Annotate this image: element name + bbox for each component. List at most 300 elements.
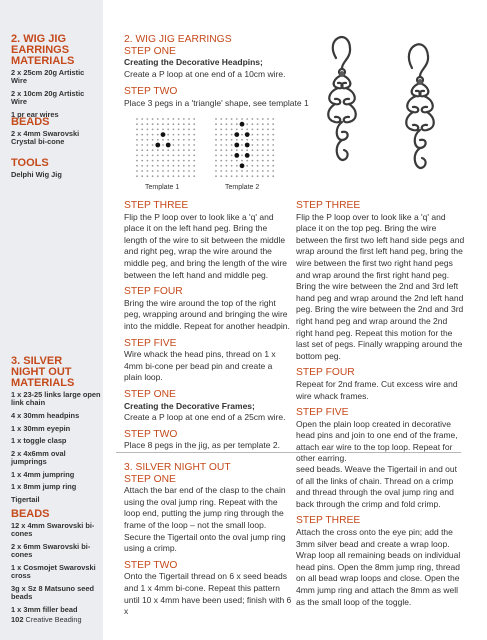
peg-hole: [215, 134, 217, 136]
peg-hole: [147, 144, 149, 146]
peg-hole: [272, 144, 274, 146]
peg-hole: [173, 149, 175, 151]
wig-step-four-b-heading: STEP FOUR: [296, 367, 355, 379]
peg-hole: [231, 170, 233, 172]
peg-hole: [173, 139, 175, 141]
peg-hole: [178, 123, 180, 125]
peg-hole: [246, 118, 248, 120]
peg-hole: [188, 129, 190, 131]
peg-hole: [173, 170, 175, 172]
peg: [240, 122, 245, 127]
peg-hole: [141, 170, 143, 172]
peg-hole: [147, 155, 149, 157]
peg-hole: [147, 139, 149, 141]
peg-hole: [152, 155, 154, 157]
peg: [234, 153, 239, 158]
peg-hole: [136, 134, 138, 136]
template-2-grid: [213, 116, 277, 185]
peg-hole: [141, 123, 143, 125]
peg-hole: [147, 118, 149, 120]
peg-hole: [162, 139, 164, 141]
peg-hole: [246, 139, 248, 141]
materials-item: 1 x Cosmojet Swarovski cross: [11, 563, 96, 581]
peg-hole: [157, 139, 159, 141]
peg-hole: [252, 175, 254, 177]
peg-hole: [241, 175, 243, 177]
peg: [161, 132, 166, 137]
peg-hole: [226, 129, 228, 131]
peg-hole: [231, 134, 233, 136]
peg-hole: [136, 129, 138, 131]
peg-hole: [272, 139, 274, 141]
peg-hole: [141, 144, 143, 146]
peg-hole: [152, 170, 154, 172]
peg-hole: [252, 144, 254, 146]
peg-hole: [262, 139, 264, 141]
publication-name: Creative Beading: [25, 615, 82, 624]
peg-hole: [226, 139, 228, 141]
peg-hole: [188, 139, 190, 141]
peg-hole: [267, 118, 269, 120]
peg-hole: [215, 149, 217, 151]
wig-step-four-heading: STEP FOUR: [124, 286, 183, 298]
section-divider: [116, 452, 461, 453]
peg-hole: [241, 129, 243, 131]
peg-hole: [267, 165, 269, 167]
peg-hole: [272, 155, 274, 157]
peg-hole: [152, 175, 154, 177]
peg-hole: [193, 129, 195, 131]
materials-item: 2 x 4mm Swarovski Crystal bi-cone: [11, 129, 80, 147]
wig-step-four-text: Bring the wire around the top of the right peg, wrapping around and bringing the wire into the middle. Repeat for another headpin.: [124, 297, 290, 331]
peg-hole: [252, 160, 254, 162]
peg-hole: [147, 123, 149, 125]
peg-hole: [267, 155, 269, 157]
peg-hole: [162, 155, 164, 157]
materials-item: 1 x 3mm filler bead: [11, 605, 78, 614]
peg-hole: [215, 175, 217, 177]
peg-hole: [167, 155, 169, 157]
tools-list: [11, 171, 101, 179]
peg-hole: [193, 170, 195, 172]
page-footer: [11, 615, 82, 624]
peg-hole: [262, 144, 264, 146]
peg-hole: [252, 129, 254, 131]
peg-hole: [252, 139, 254, 141]
peg-hole: [257, 155, 259, 157]
peg-hole: [236, 175, 238, 177]
peg-hole: [147, 170, 149, 172]
peg-hole: [231, 165, 233, 167]
peg-hole: [157, 123, 159, 125]
peg-hole: [220, 123, 222, 125]
peg-hole: [262, 118, 264, 120]
peg-hole: [193, 160, 195, 162]
wig-step-two-b-text: Place 8 pegs in the jig, as per template 2.: [124, 440, 280, 451]
peg-hole: [152, 165, 154, 167]
peg: [245, 153, 250, 158]
peg-hole: [215, 160, 217, 162]
peg-hole: [157, 118, 159, 120]
peg-hole: [157, 175, 159, 177]
peg-hole: [220, 118, 222, 120]
materials-item: 2 x 10cm 20g Artistic Wire: [11, 89, 85, 107]
peg-hole: [173, 165, 175, 167]
wig-section-title: 2. WIG JIG EARRINGS: [124, 34, 232, 45]
peg-hole: [141, 149, 143, 151]
peg-hole: [226, 160, 228, 162]
peg-hole: [193, 123, 195, 125]
materials-item: Tigertail: [11, 494, 40, 504]
peg-hole: [147, 175, 149, 177]
peg-hole: [167, 123, 169, 125]
peg-hole: [183, 144, 185, 146]
silver-step-one-text: Attach the bar end of the clasp to the chain using the oval jump ring. Repeat with the loop end, putting the jump ring through the frame of the loop – not the small loop. Secure the Tigertail onto the oval jump ring using a crimp.: [124, 485, 286, 554]
peg-hole: [262, 123, 264, 125]
peg-hole: [215, 139, 217, 141]
peg-hole: [157, 165, 159, 167]
peg-hole: [257, 165, 259, 167]
peg-hole: [262, 155, 264, 157]
peg-hole: [231, 139, 233, 141]
materials-item: Delphi Wig Jig: [11, 170, 62, 179]
materials-item: 1 x 4mm jumpring: [11, 469, 75, 479]
peg-hole: [236, 129, 238, 131]
peg-hole: [152, 160, 154, 162]
peg-hole: [183, 175, 185, 177]
peg-hole: [220, 155, 222, 157]
materials-item: 1 x 23-25 links large open link chain: [11, 390, 101, 408]
peg-hole: [246, 175, 248, 177]
materials-item: 2 x 4x6mm oval jumprings: [11, 448, 66, 467]
peg-hole: [141, 118, 143, 120]
materials-sidebar: [0, 0, 103, 640]
peg-hole: [252, 170, 254, 172]
peg-hole: [183, 170, 185, 172]
peg-hole: [157, 129, 159, 131]
silver-step-two-heading: STEP TWO: [124, 559, 178, 571]
peg-hole: [272, 118, 274, 120]
peg-hole: [183, 155, 185, 157]
peg-hole: [193, 144, 195, 146]
peg-hole: [215, 170, 217, 172]
peg-hole: [246, 129, 248, 131]
peg-hole: [167, 165, 169, 167]
earrings-illustration: [304, 28, 464, 188]
peg-hole: [173, 175, 175, 177]
peg-hole: [136, 160, 138, 162]
peg-hole: [272, 160, 274, 162]
materials-item: 12 x 4mm Swarovski bi-cones: [11, 521, 95, 539]
materials-item: 1 x 8mm jump ring: [11, 482, 77, 492]
peg-hole: [257, 144, 259, 146]
silver-materials-list: [11, 391, 101, 504]
template-2-caption: Template 2: [225, 184, 260, 191]
peg-hole: [136, 144, 138, 146]
materials-item: 2 x 6mm Swarovski bi-cones: [11, 542, 91, 560]
peg-hole: [178, 175, 180, 177]
peg-hole: [231, 149, 233, 151]
peg-hole: [173, 118, 175, 120]
peg-hole: [162, 175, 164, 177]
peg-hole: [257, 175, 259, 177]
peg-hole: [262, 175, 264, 177]
peg-hole: [267, 149, 269, 151]
peg-hole: [141, 175, 143, 177]
page-number: 102: [11, 615, 24, 624]
wig-step-two-heading: STEP TWO: [124, 86, 178, 98]
peg-hole: [141, 134, 143, 136]
peg-hole: [226, 149, 228, 151]
peg-hole: [183, 118, 185, 120]
peg-hole: [236, 149, 238, 151]
peg-hole: [178, 160, 180, 162]
peg-hole: [267, 123, 269, 125]
peg-hole: [262, 149, 264, 151]
peg-hole: [162, 123, 164, 125]
peg-hole: [236, 160, 238, 162]
materials-item: 1 x toggle clasp: [11, 436, 67, 446]
silver-beads-heading: BEADS: [11, 508, 50, 520]
wig-beads-heading: BEADS: [11, 116, 50, 128]
peg-hole: [226, 165, 228, 167]
wig-step-three-b-text: Flip the P loop over to look like a 'q' and place it on the top peg. Bring the wire between the first two left hand side pegs and wrap around the first left hand peg, bring the wire between the first two right hand pegs and wrap around the first right hand peg. Bring the wire between the 2nd and 3rd left hand peg and wrap around the 2nd left hand peg. Bring the wire between the 2nd and 3rd right hand peg and wrap around the 2nd right hand peg. Repeat this motion for the last set of pegs. Finally wrapping around the bottom peg.: [296, 211, 465, 361]
materials-item: 1 pr ear wires: [11, 110, 59, 119]
peg-hole: [272, 165, 274, 167]
peg-hole: [236, 170, 238, 172]
peg: [245, 143, 250, 148]
silver-continued-text: seed beads. Weave the Tigertail in and out of all the links of chain. Thread on a crimp and thread through the oval jump ring and back through the crimp and fold crimp.: [296, 464, 457, 509]
wig-step-four-b-text: Repeat for 2nd frame. Cut excess wire and wire whack frames.: [296, 378, 458, 401]
peg-hole: [141, 160, 143, 162]
peg-hole: [183, 129, 185, 131]
peg-hole: [246, 165, 248, 167]
peg-hole: [246, 170, 248, 172]
peg-hole: [188, 118, 190, 120]
peg-hole: [188, 123, 190, 125]
peg-hole: [272, 175, 274, 177]
peg-hole: [152, 139, 154, 141]
peg-hole: [220, 144, 222, 146]
peg-hole: [215, 129, 217, 131]
peg-hole: [188, 175, 190, 177]
peg-hole: [257, 123, 259, 125]
wig-step-five-b-text: Open the plain loop created in decorative head pins and join to one end of the frame, attach ear wire to the top loop. Repeat for other earring.: [296, 418, 458, 464]
peg-hole: [257, 134, 259, 136]
peg-hole: [215, 123, 217, 125]
peg-hole: [147, 160, 149, 162]
peg-hole: [136, 118, 138, 120]
materials-item: 3g x Sz 8 Matsuno seed beads: [11, 584, 94, 602]
peg-hole: [252, 123, 254, 125]
peg: [155, 143, 160, 148]
wig-step-one-b-subheading: Creating the Decorative Frames;: [124, 400, 255, 411]
peg-hole: [167, 175, 169, 177]
peg-hole: [231, 123, 233, 125]
silver-steps-column-2: [296, 464, 466, 613]
template-1-pegboard: [134, 116, 198, 180]
template-1-grid: [134, 116, 198, 185]
peg-hole: [178, 155, 180, 157]
peg-hole: [141, 139, 143, 141]
peg-hole: [236, 118, 238, 120]
silver-step-three-text: Attach the cross onto the eye pin; add the 3mm silver bead and create a wrap loop. Wrap loop all remaining beads on individual head pins. Open the 8mm jump ring, thread on all bead wrap loops and close. Open the 4mm jump ring and attach the 8mm as well as the small loop of the toggle.: [296, 526, 461, 607]
wig-step-three-b-heading: STEP THREE: [296, 200, 361, 211]
silver-materials-heading: 3. SILVER NIGHT OUT MATERIALS: [11, 355, 75, 389]
peg-hole: [226, 175, 228, 177]
peg-hole: [162, 144, 164, 146]
peg-hole: [215, 165, 217, 167]
wig-step-one-b-text: Create a P loop at one end of a 25cm wire.: [124, 412, 286, 423]
peg-hole: [178, 165, 180, 167]
tools-block: [11, 158, 101, 184]
peg-hole: [252, 165, 254, 167]
peg-hole: [167, 118, 169, 120]
peg-hole: [193, 134, 195, 136]
peg-hole: [241, 170, 243, 172]
peg-hole: [257, 170, 259, 172]
peg-hole: [257, 118, 259, 120]
peg-hole: [215, 144, 217, 146]
peg-hole: [241, 160, 243, 162]
wig-beads-block: [11, 117, 101, 151]
peg-hole: [257, 149, 259, 151]
peg-hole: [226, 155, 228, 157]
wig-step-one-subheading: Creating the Decorative Headpins;: [124, 57, 263, 68]
peg-hole: [173, 160, 175, 162]
peg-hole: [193, 155, 195, 157]
peg-hole: [272, 129, 274, 131]
peg-hole: [267, 144, 269, 146]
peg-hole: [173, 129, 175, 131]
peg-hole: [136, 170, 138, 172]
peg-hole: [157, 149, 159, 151]
peg-hole: [241, 149, 243, 151]
peg-hole: [173, 123, 175, 125]
peg-hole: [193, 149, 195, 151]
silver-step-one-heading: STEP ONE: [124, 473, 176, 485]
peg-hole: [152, 149, 154, 151]
peg-hole: [241, 155, 243, 157]
peg-hole: [246, 160, 248, 162]
materials-item: 4 x 30mm headpins: [11, 411, 80, 420]
peg-hole: [152, 129, 154, 131]
peg-hole: [257, 129, 259, 131]
peg-hole: [272, 149, 274, 151]
silver-step-three-heading: STEP THREE: [296, 515, 361, 527]
peg-hole: [183, 149, 185, 151]
wig-step-three-text: Flip the P loop over to look like a 'q' and place it on the left hand peg. Bring the length of the wire to sit between the middle and right peg, wrap the wire around the middle peg, and bring the length of the wire between the left hand and middle peg.: [124, 211, 288, 280]
peg-hole: [241, 144, 243, 146]
peg-hole: [267, 175, 269, 177]
peg-hole: [267, 129, 269, 131]
peg-hole: [231, 160, 233, 162]
peg-hole: [141, 165, 143, 167]
peg-hole: [167, 129, 169, 131]
peg-hole: [188, 144, 190, 146]
peg-hole: [188, 165, 190, 167]
peg-hole: [215, 118, 217, 120]
peg-hole: [231, 129, 233, 131]
wig-step-two-text: Place 3 pegs in a 'triangle' shape, see template 1: [124, 97, 309, 108]
peg-hole: [236, 123, 238, 125]
peg-hole: [188, 149, 190, 151]
peg-hole: [193, 175, 195, 177]
peg-hole: [262, 134, 264, 136]
peg-hole: [136, 123, 138, 125]
peg-hole: [257, 139, 259, 141]
peg-hole: [141, 129, 143, 131]
peg-hole: [173, 134, 175, 136]
peg-hole: [241, 118, 243, 120]
peg-hole: [220, 165, 222, 167]
peg-hole: [167, 139, 169, 141]
wig-materials-heading: 2. WIG JIG EARRINGS MATERIALS: [11, 33, 75, 67]
wig-step-three-heading: STEP THREE: [124, 200, 189, 211]
peg-hole: [178, 170, 180, 172]
peg-hole: [162, 170, 164, 172]
peg-hole: [167, 149, 169, 151]
peg-hole: [178, 134, 180, 136]
peg-hole: [272, 170, 274, 172]
peg-hole: [157, 134, 159, 136]
peg-hole: [267, 134, 269, 136]
peg-hole: [152, 123, 154, 125]
peg-hole: [220, 160, 222, 162]
peg-hole: [167, 160, 169, 162]
peg-hole: [157, 170, 159, 172]
peg-hole: [183, 160, 185, 162]
wig-step-one-text: Create a P loop at one end of a 10cm wire.: [124, 68, 286, 79]
peg-hole: [215, 155, 217, 157]
wig-steps-column-2: [296, 200, 466, 470]
earrings-photo: [304, 28, 464, 193]
peg-hole: [231, 155, 233, 157]
peg-hole: [136, 139, 138, 141]
wig-beads-list: [11, 130, 101, 147]
peg-hole: [220, 170, 222, 172]
peg-hole: [252, 149, 254, 151]
peg-hole: [157, 160, 159, 162]
peg-hole: [220, 149, 222, 151]
peg-hole: [257, 160, 259, 162]
wig-step-one-b-heading: STEP ONE: [124, 388, 176, 400]
peg-hole: [267, 170, 269, 172]
peg-hole: [262, 129, 264, 131]
peg-hole: [178, 118, 180, 120]
peg-hole: [267, 139, 269, 141]
peg-hole: [162, 149, 164, 151]
template-2-pegboard: [213, 116, 277, 180]
template-1-caption: Template 1: [145, 184, 180, 191]
wig-step-five-heading: STEP FIVE: [124, 337, 177, 349]
peg-hole: [157, 155, 159, 157]
silver-beads-block: [11, 509, 101, 619]
peg-hole: [183, 139, 185, 141]
tools-heading: TOOLS: [11, 157, 49, 169]
peg-hole: [178, 144, 180, 146]
peg-hole: [136, 165, 138, 167]
peg-hole: [147, 149, 149, 151]
peg-hole: [226, 144, 228, 146]
peg-hole: [167, 170, 169, 172]
wig-step-five-b-heading: STEP FIVE: [296, 407, 349, 419]
peg-hole: [241, 134, 243, 136]
peg-hole: [220, 175, 222, 177]
peg-hole: [226, 134, 228, 136]
peg-hole: [167, 134, 169, 136]
peg-hole: [183, 123, 185, 125]
